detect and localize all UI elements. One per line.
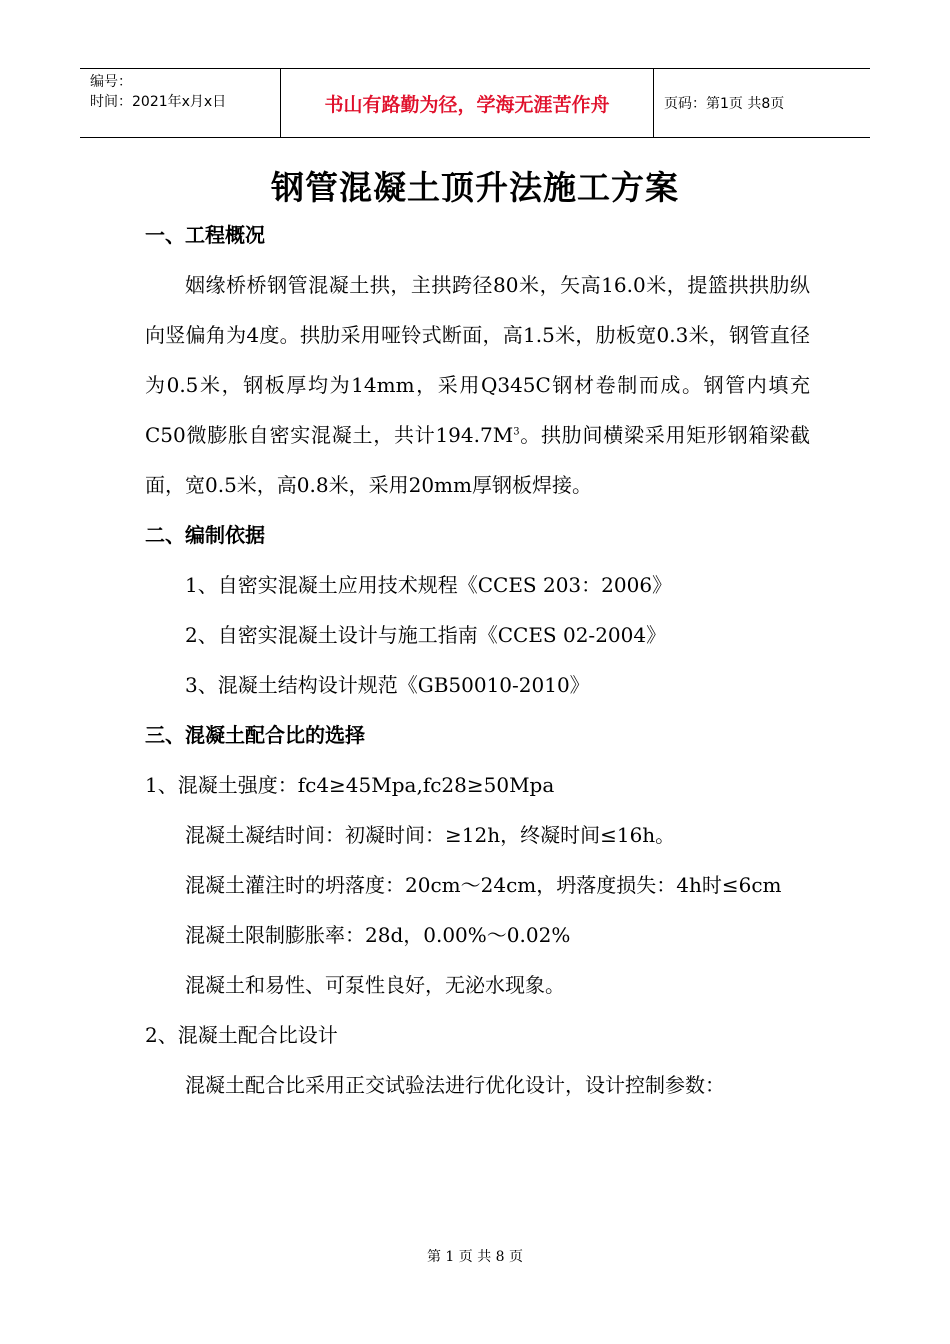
header-page-info: 页码：第1页 共8页: [664, 96, 785, 112]
basis-item: 2、自密实混凝土设计与施工指南《CCES 02-2004》: [185, 623, 667, 647]
slump-requirement: 混凝土灌注时的坍落度：20cm～24cm，坍落度损失：4h时≤6cm: [185, 873, 782, 897]
basis-item: 3、混凝土结构设计规范《GB50010-2010》: [185, 673, 590, 697]
mix-design-text: 混凝土配合比采用正交试验法进行优化设计，设计控制参数：: [185, 1073, 725, 1097]
overview-text-part1: 姻缘桥桥钢管混凝土拱，主拱跨径80米，矢高16.0米，提篮拱拱肋纵向竖偏角为4度。拱肋采用哑铃式断面，高1.5米，肋板宽0.3米，钢管直径为0.5米，钢板厚均为14mm，采用Q345C钢材卷制而成。钢管内填充C50微膨胀自密实混凝土，共计194.7M: [145, 273, 810, 447]
document-body: [145, 210, 810, 1110]
basis-item: 1、自密实混凝土应用技术规程《CCES 203：2006》: [185, 573, 673, 597]
header-motto: 书山有路勤为径，学海无涯苦作舟: [280, 69, 654, 137]
workability: 混凝土和易性、可泵性良好，无泌水现象。: [185, 973, 565, 997]
document-title: 钢管混凝土顶升法施工方案: [271, 168, 679, 207]
setting-time: 混凝土凝结时间：初凝时间：≥12h，终凝时间≤16h。: [185, 823, 676, 847]
section-heading-overview: 一、工程概况: [145, 223, 265, 247]
strength-requirement: 1、混凝土强度：fc4≥45Mpa,fc28≥50Mpa: [145, 773, 555, 797]
document-date-label: 时间：2021年x月x日: [90, 94, 227, 110]
header-meta: [80, 69, 280, 137]
document-number-label: 编号：: [90, 74, 132, 90]
page-footer: 第 1 页 共 8 页: [426, 1249, 524, 1265]
cubic-superscript: 3: [513, 426, 520, 438]
section-heading-mix: 三、混凝土配合比的选择: [145, 723, 365, 747]
mix-design-subheading: 2、混凝土配合比设计: [145, 1023, 338, 1047]
overview-paragraph: [145, 260, 810, 510]
overview-text-part2: 。拱肋间横梁采用矩形钢箱梁截面，宽0.5米，高0.8米，采用20mm厚钢板焊接。: [145, 423, 810, 497]
expansion-rate: 混凝土限制膨胀率：28d，0.00%～0.02%: [185, 923, 571, 947]
page-header: [80, 68, 870, 138]
section-heading-basis: 二、编制依据: [145, 523, 265, 547]
